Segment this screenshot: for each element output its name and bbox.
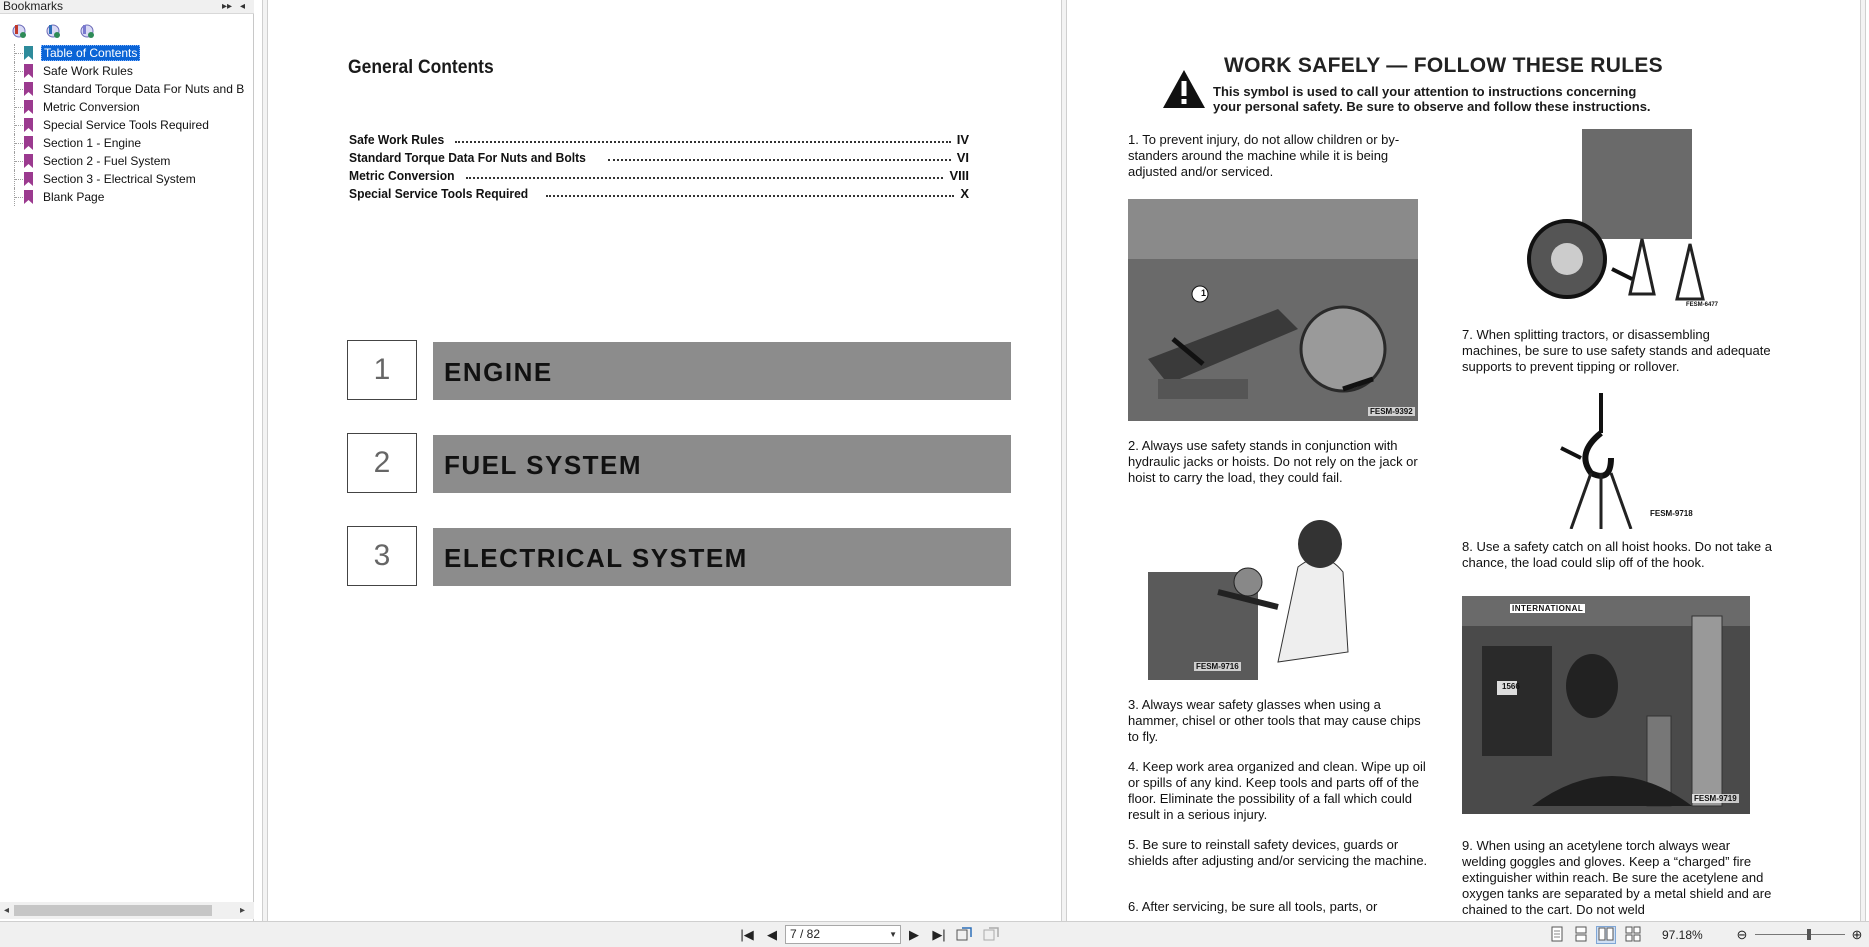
toc-entry[interactable]: [349, 165, 969, 183]
toc-entry-page: X: [960, 186, 969, 201]
section-number: 1: [373, 353, 391, 386]
bookmark-label: Section 1 - Engine: [43, 136, 142, 150]
bookmark-label: Table of Contents: [41, 45, 140, 61]
photo-safety-stands: [1512, 129, 1732, 314]
zoom-level[interactable]: 97.18%: [1662, 928, 1703, 942]
add-bookmark-icon[interactable]: [8, 20, 30, 42]
bookmark-item[interactable]: [0, 134, 254, 152]
bookmark-icon: [24, 172, 33, 186]
toc-entry-page: VI: [956, 150, 969, 165]
photo-callout: 1: [1201, 288, 1207, 298]
toc-entry-page: VIII: [949, 168, 969, 183]
section-name: FUEL SYSTEM: [444, 450, 643, 480]
page-title: WORK SAFELY — FOLLOW THESE RULES: [1224, 54, 1663, 77]
photo-plate: 1566: [1502, 682, 1520, 691]
prev-page-icon[interactable]: ◀: [767, 927, 777, 942]
page-number-input[interactable]: [785, 925, 901, 944]
photo-jack-under-machine: [1128, 199, 1418, 421]
collapse-panel-icon[interactable]: ◂: [240, 1, 246, 12]
single-page-view-icon[interactable]: [1548, 926, 1566, 944]
bookmark-label: Safe Work Rules: [43, 64, 133, 78]
photo-sign: INTERNATIONAL: [1512, 604, 1584, 613]
toc-entry-page: IV: [956, 132, 969, 147]
continuous-view-icon[interactable]: [1572, 926, 1590, 944]
toc-entry-title: Standard Torque Data For Nuts and Bolts: [349, 150, 586, 165]
bookmark-item[interactable]: [0, 98, 254, 116]
bookmark-icon: [24, 46, 33, 60]
bookmark-item[interactable]: [0, 80, 254, 98]
pdf-page-left: [268, 0, 1060, 921]
bookmarks-panel: [0, 0, 254, 921]
page-title: General Contents: [348, 57, 494, 78]
bookmark-label: Metric Conversion: [43, 100, 140, 114]
two-page-continuous-icon[interactable]: [1624, 926, 1642, 944]
bookmark-item[interactable]: [0, 62, 254, 80]
expand-panel-icon[interactable]: ▸▸: [222, 1, 233, 12]
bookmarks-header: [0, 0, 254, 14]
photo-code: FESM-9719: [1694, 794, 1737, 803]
bookmark-icon: [24, 64, 33, 78]
safety-intro: This symbol is used to call your attention to instructions concerning your personal safety. Be sure to observe and follow these instructions.: [1213, 84, 1651, 114]
photo-code: FESM-9716: [1196, 662, 1239, 671]
first-page-icon[interactable]: |◀: [740, 927, 754, 942]
bookmark-label: Blank Page: [43, 190, 105, 204]
expand-bookmark-icon[interactable]: [42, 20, 64, 42]
section-name: ELECTRICAL SYSTEM: [444, 543, 748, 573]
section-tab-engine[interactable]: [347, 340, 1011, 400]
zoom-in-icon[interactable]: ⊕: [1851, 927, 1863, 942]
section-name: ENGINE: [444, 357, 553, 387]
page-gap: [1061, 0, 1067, 921]
bookmark-item[interactable]: [0, 116, 254, 134]
photo-code: FESM-6477: [1686, 302, 1719, 308]
photo-safety-glasses: [1148, 512, 1393, 680]
bookmark-toolbar: [8, 20, 128, 42]
next-page-icon[interactable]: ▶: [909, 927, 919, 942]
scroll-left-icon[interactable]: ◂: [4, 905, 10, 916]
rule-1: 1. To prevent injury, do not allow children or by-standers around the machine while it is being adjusted and/or serviced.: [1128, 132, 1400, 179]
bookmark-label: Section 3 - Electrical System: [43, 172, 196, 186]
photo-code: FESM-9392: [1370, 407, 1413, 416]
status-bar: [0, 921, 1869, 947]
bookmark-item[interactable]: [0, 44, 254, 62]
section-tab-electrical-system[interactable]: [347, 526, 1011, 586]
rule-2: 2. Always use safety stands in conjunction with hydraulic jacks or hoists. Do not rely on the jack or hoist to carry the load, they could fail.: [1128, 438, 1418, 485]
bookmark-icon: [24, 190, 33, 204]
toc-entry[interactable]: [349, 183, 969, 201]
bookmarks-title: Bookmarks: [3, 0, 64, 13]
toc-entry[interactable]: [349, 147, 969, 165]
toc-entry-title: Special Service Tools Required: [349, 186, 529, 201]
bookmark-label: Section 2 - Fuel System: [43, 154, 171, 168]
zoom-out-icon[interactable]: ⊖: [1736, 927, 1748, 942]
section-number: 2: [373, 446, 391, 479]
section-tab-fuel-system[interactable]: [347, 433, 1011, 493]
section-number: 3: [373, 539, 391, 572]
toc-entry-title: Metric Conversion: [349, 168, 455, 183]
toc-entry-title: Safe Work Rules: [349, 132, 445, 147]
scrollbar-thumb[interactable]: [14, 905, 212, 916]
rule-6: 6. After servicing, be sure all tools, parts, or: [1128, 899, 1378, 914]
rule-4: 4. Keep work area organized and clean. Wipe up oil or spills of any kind. Keep tools and parts off of the floor. Eliminate the possibility of a fall which could result in a serious injury.: [1128, 759, 1426, 822]
page-number-value: 7 / 82: [790, 927, 821, 941]
rule-5: 5. Be sure to reinstall safety devices, guards or shields after adjusting and/or servicing the machine.: [1128, 837, 1428, 868]
bookmark-icon: [24, 118, 33, 132]
warning-triangle-icon: [1161, 68, 1207, 110]
pdf-page-right: [1076, 0, 1868, 921]
bookmark-label: Special Service Tools Required: [43, 118, 209, 132]
bookmark-icon: [24, 136, 33, 150]
toc-entry[interactable]: [349, 129, 969, 147]
rule-8: 8. Use a safety catch on all hoist hooks. Do not take a chance, the load could slip off of the hook.: [1462, 539, 1773, 570]
scroll-right-icon[interactable]: ▸: [240, 905, 246, 916]
bookmark-icon: [24, 100, 33, 114]
last-page-icon[interactable]: ▶|: [932, 927, 946, 942]
zoom-slider-thumb[interactable]: [1807, 929, 1811, 940]
rule-9: 9. When using an acetylene torch always wear welding goggles and gloves. Keep a “charged” fire extinguisher within reach. Be sure the acetylene and oxygen tanks are separated by a metal shield and are chained to the cart. Do not weld: [1462, 838, 1772, 917]
bookmarks-horizontal-scrollbar[interactable]: [0, 902, 254, 919]
photo-code: FESM-9718: [1650, 509, 1693, 518]
rule-7: 7. When splitting tractors, or disassembling machines, be sure to use safety stands and adequate supports to prevent tipping or rollover.: [1462, 327, 1771, 374]
chevron-down-icon[interactable]: ▼: [889, 930, 897, 939]
two-page-view-icon[interactable]: [1596, 926, 1616, 944]
bookmark-icon: [24, 154, 33, 168]
collapse-bookmark-icon[interactable]: [76, 20, 98, 42]
bookmark-label: Standard Torque Data For Nuts and B: [43, 82, 245, 96]
history-back-icon[interactable]: [955, 926, 973, 944]
bookmark-item[interactable]: [0, 152, 254, 170]
rule-3: 3. Always wear safety glasses when using a hammer, chisel or other tools that may cause chips to fly.: [1128, 697, 1421, 744]
bookmark-item[interactable]: [0, 188, 254, 206]
bookmark-icon: [24, 82, 33, 96]
zoom-slider[interactable]: [1755, 934, 1845, 935]
history-forward-icon[interactable]: [982, 926, 1000, 944]
bookmark-item[interactable]: [0, 170, 254, 188]
bookmark-list: [0, 44, 254, 206]
photo-acetylene-torch: [1462, 596, 1750, 814]
photo-hoist-hook: [1556, 393, 1696, 529]
